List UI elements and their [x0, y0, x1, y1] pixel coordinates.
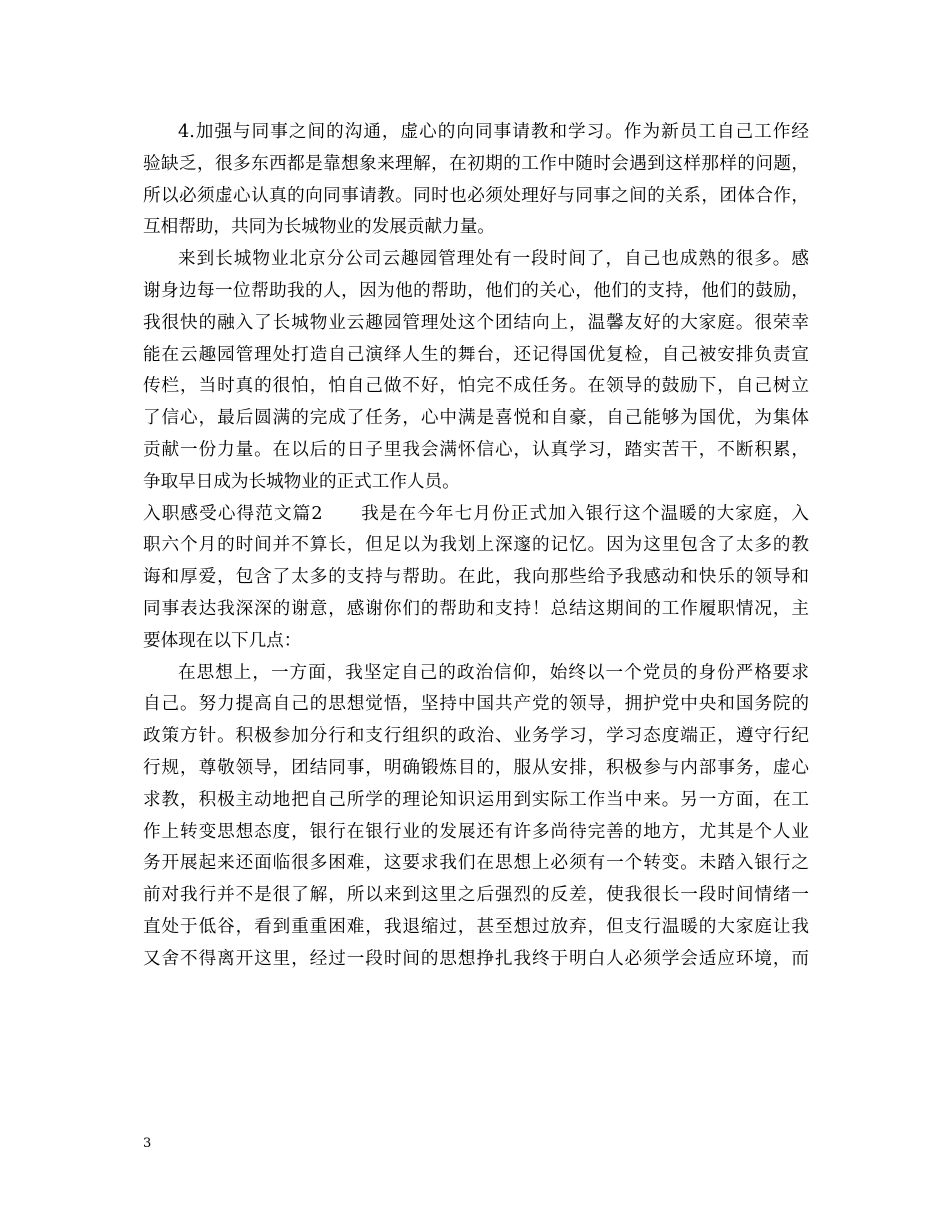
text-line: 谢身边每一位帮助我的人，因为他的帮助，他们的关心，他们的支持，他们的鼓励， [143, 280, 809, 301]
text-line: 4.加强与同事之间的沟通，虚心的向同事请教和学习。作为新员工自己工作经 [178, 122, 809, 142]
text-line: 互相帮助，共同为长城物业的发展贡献力量。 [143, 217, 495, 238]
text-line: 我很快的融入了长城物业云趣园管理处这个团结向上，温馨友好的大家庭。很荣幸 [143, 312, 809, 333]
text-line: 前对我行并不是很了解，所以来到这里之后强烈的反差，使我很长一段时间情绪一 [143, 885, 809, 906]
text-line: 所以必须虚心认真的向同事请教。同时也必须处理好与同事之间的关系，团体合作， [143, 185, 809, 206]
text-line: 入职感受心得范文篇2 我是在今年七月份正式加入银行这个温暖的大家庭，入 [143, 503, 809, 524]
text-line: 求教，积极主动地把自己所学的理论知识运用到实际工作当中来。另一方面，在工 [143, 789, 809, 810]
text-line: 诲和厚爱，包含了太多的支持与帮助。在此，我向那些给予我感动和快乐的领导和 [143, 567, 809, 588]
text-line: 直处于低谷，看到重重困难，我退缩过，甚至想过放弃，但支行温暖的大家庭让我 [143, 916, 809, 937]
text-line: 贡献一份力量。在以后的日子里我会满怀信心，认真学习，踏实苦干，不断积累， [143, 439, 809, 460]
text-line: 在思想上，一方面，我坚定自己的政治信仰，始终以一个党员的身份严格要求 [178, 662, 809, 683]
text-line: 能在云趣园管理处打造自己演绎人生的舞台，还记得国优复检，自己被安排负责宣 [143, 344, 809, 365]
text-line: 自己。努力提高自己的思想觉悟，坚持中国共产党的领导，拥护党中央和国务院的 [143, 694, 809, 715]
text-line: 要体现在以下几点： [143, 630, 302, 651]
text-line: 政策方针。积极参加分行和支行组织的政治、业务学习，学习态度端正，遵守行纪 [143, 726, 809, 747]
text-line: 行规，尊敬领导，团结同事，明确锻炼目的，服从安排，积极参与内部事务，虚心 [143, 757, 809, 778]
text-line: 验缺乏，很多东西都是靠想象来理解，在初期的工作中随时会遇到这样那样的问题， [143, 153, 809, 174]
text-line: 务开展起来还面临很多困难，这要求我们在思想上必须有一个转变。未踏入银行之 [143, 853, 809, 874]
text-line: 传栏，当时真的很怕，怕自己做不好，怕完不成任务。在领导的鼓励下，自己树立 [143, 376, 809, 397]
text-line: 职六个月的时间并不算长，但足以为我划上深邃的记忆。因为这里包含了太多的教 [143, 535, 809, 556]
text-line: 同事表达我深深的谢意，感谢你们的帮助和支持！总结这期间的工作履职情况，主 [143, 598, 809, 619]
text-line: 了信心，最后圆满的完成了任务，心中满是喜悦和自豪，自己能够为国优，为集体 [143, 408, 809, 429]
text-line: 争取早日成为长城物业的正式工作人员。 [143, 471, 460, 492]
text-line: 来到长城物业北京分公司云趣园管理处有一段时间了，自己也成熟的很多。感 [178, 249, 809, 270]
text-line: 又舍不得离开这里，经过一段时间的思想挣扎我终于明白人必须学会适应环境，而 [143, 948, 809, 969]
body-text [143, 117, 809, 976]
page-number: 3 [143, 1136, 152, 1151]
text-line: 作上转变思想态度，银行在银行业的发展还有许多尚待完善的地方，尤其是个人业 [143, 821, 809, 842]
